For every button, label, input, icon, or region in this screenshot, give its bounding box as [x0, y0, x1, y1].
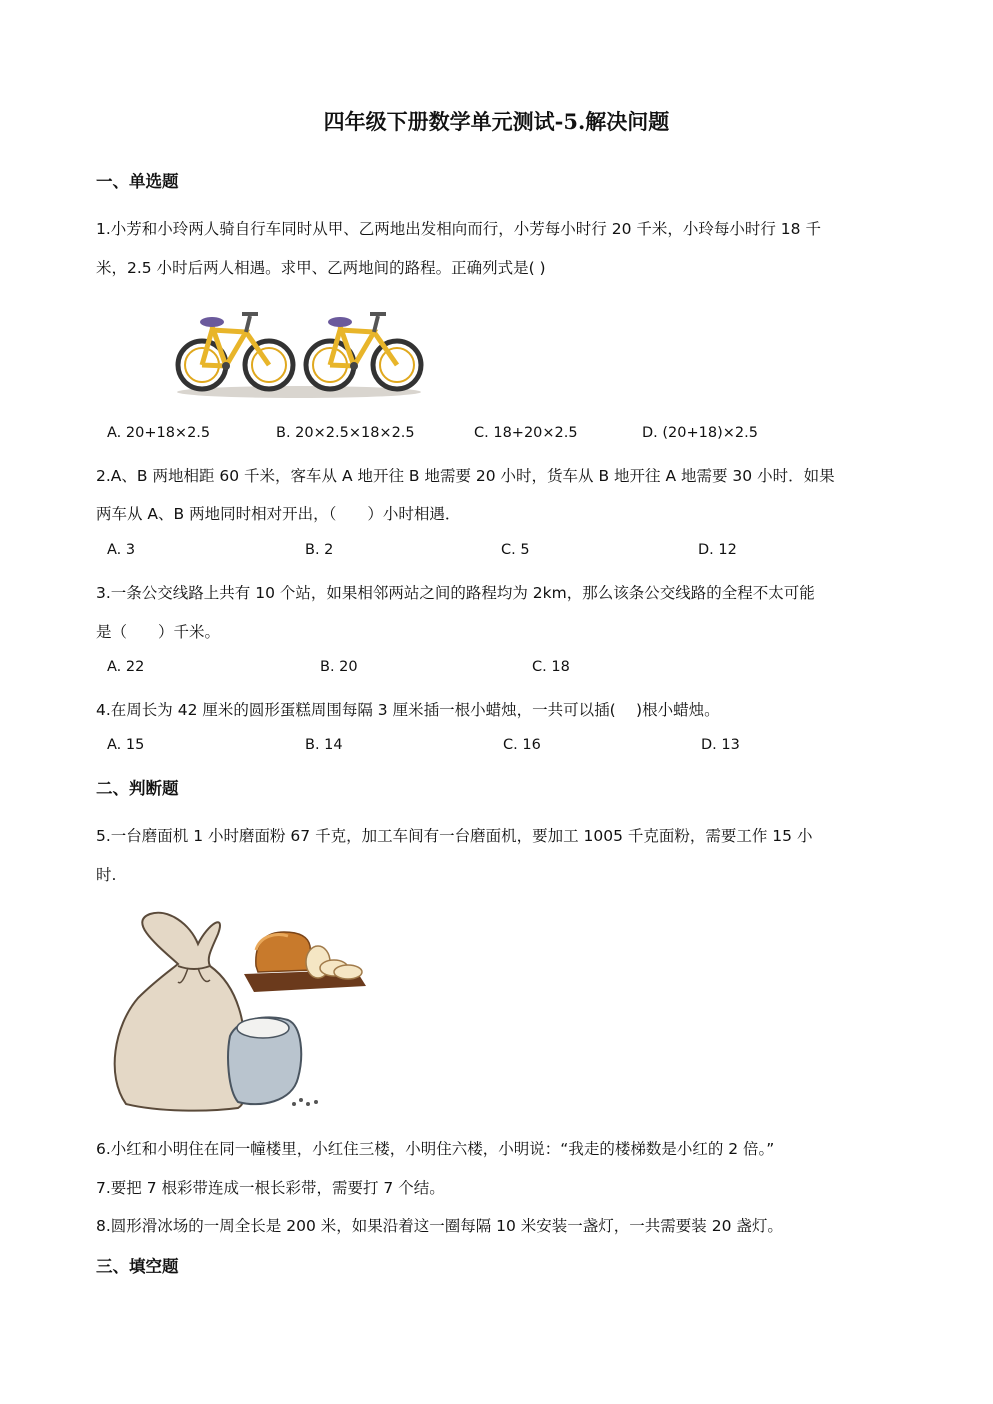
question-2-line-1: 2.A、B 两地相距 60 千米，客车从 A 地开往 B 地需要 20 小时，货车从 B 地开往 A 地需要 30 小时．如果: [96, 467, 835, 485]
question-1-option-b[interactable]: B. 20×2.5×18×2.5: [276, 425, 415, 441]
question-3-line-1: 3.一条公交线路上共有 10 个站，如果相邻两站之间的路程均为 2km，那么该条公交线路的全程不太可能: [96, 584, 815, 602]
bicycle-icon: [178, 314, 293, 389]
question-1-line-2: 米，2.5 小时后两人相遇。求甲、乙两地间的路程。正确列式是( ): [96, 259, 546, 277]
question-5-line-1: 5.一台磨面机 1 小时磨面粉 67 千克，加工车间有一台磨面机，要加工 1005 千克面粉，需要工作 15 小: [96, 827, 813, 845]
question-4-option-a[interactable]: A. 15: [107, 737, 145, 753]
flour-sack-and-bread-illustration: [98, 906, 378, 1116]
question-1-line-1: 1.小芳和小玲两人骑自行车同时从甲、乙两地出发相向而行，小芳每小时行 20 千米，小玲每小时行 18 千: [96, 220, 821, 238]
question-3-option-b[interactable]: B. 20: [320, 659, 358, 675]
question-4-option-d[interactable]: D. 13: [701, 737, 740, 753]
question-4-option-c[interactable]: C. 16: [503, 737, 541, 753]
question-5-line-2: 时.: [96, 866, 117, 884]
question-6-line-1: 6.小红和小明住在同一幢楼里，小红住三楼，小明住六楼，小明说：“我走的楼梯数是小红的 2 倍。”: [96, 1140, 775, 1158]
section-heading-fill-in: 三、填空题: [96, 1257, 179, 1276]
question-3-option-c[interactable]: C. 18: [532, 659, 570, 675]
question-1-option-d[interactable]: D. (20+18)×2.5: [642, 425, 758, 441]
question-8-line-1: 8.圆形滑冰场的一周全长是 200 米，如果沿着这一圈每隔 10 米安装一盏灯，一共需要装 20 盏灯。: [96, 1217, 783, 1235]
section-heading-true-false: 二、判断题: [96, 779, 179, 798]
question-4-line-1: 4.在周长为 42 厘米的圆形蛋糕周围每隔 3 厘米插一根小蜡烛，一共可以插( )根小蜡烛。: [96, 701, 720, 719]
question-7-line-1: 7.要把 7 根彩带连成一根长彩带，需要打 7 个结。: [96, 1179, 445, 1197]
question-2-option-c[interactable]: C. 5: [501, 542, 530, 558]
flour-sack-icon: [115, 913, 245, 1111]
section-heading-single-choice: 一、单选题: [96, 172, 179, 191]
question-1-option-c[interactable]: C. 18+20×2.5: [474, 425, 578, 441]
question-3-line-2: 是（ ）千米。: [96, 623, 221, 641]
bicycles-illustration: [174, 300, 424, 400]
question-4-option-b[interactable]: B. 14: [305, 737, 343, 753]
question-2-option-b[interactable]: B. 2: [305, 542, 334, 558]
bicycle-icon: [306, 314, 421, 389]
question-3-option-a[interactable]: A. 22: [107, 659, 145, 675]
page-title: 四年级下册数学单元测试-5.解决问题: [323, 109, 670, 134]
question-2-line-2: 两车从 A、B 两地同时相对开出，（ ）小时相遇．: [96, 505, 461, 523]
question-1-option-a[interactable]: A. 20+18×2.5: [107, 425, 211, 441]
bread-loaf-icon: [244, 932, 366, 992]
question-2-option-d[interactable]: D. 12: [698, 542, 737, 558]
small-flour-bag-icon: [228, 1017, 318, 1106]
question-2-option-a[interactable]: A. 3: [107, 542, 136, 558]
